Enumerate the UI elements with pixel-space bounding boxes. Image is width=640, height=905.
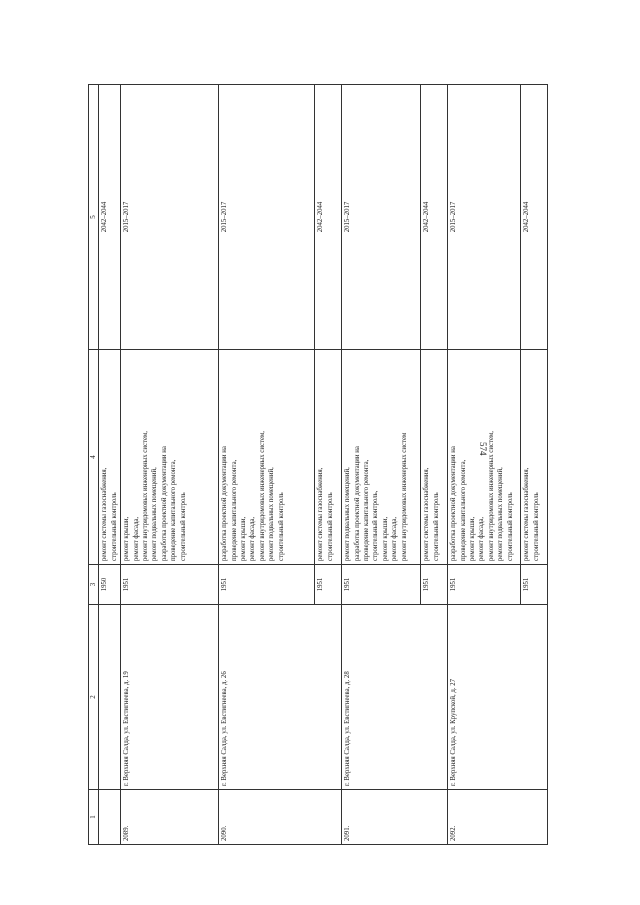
row-number: 2089. xyxy=(121,790,219,845)
row-work-types: ремонт крыши, ремонт фасада, ремонт внутридомовых инженерных систем, ремонт подвальных помещений, разработка проектной документации на проведение капитального ремонта, строительный контроль xyxy=(121,350,219,565)
header-cell-address: 2 xyxy=(89,605,99,790)
row-period: 2042–2044 xyxy=(315,85,342,350)
row-number: 2091. xyxy=(342,790,448,845)
page-number: 574 xyxy=(478,442,488,456)
row-year: 1951 xyxy=(121,565,219,605)
table-row xyxy=(448,85,521,845)
row-period: 2042–2044 xyxy=(421,85,448,350)
row-period: 2015–2017 xyxy=(448,85,521,350)
row-period: 2042–2044 xyxy=(521,85,548,350)
row-number: 2092. xyxy=(448,790,548,845)
row-work-types: ремонт системы газоснабжения, строительный контроль xyxy=(421,350,448,565)
row-number xyxy=(99,790,121,845)
row-work-types: ремонт системы газоснабжения, строительный контроль xyxy=(315,350,342,565)
row-period: 2042–2044 xyxy=(99,85,121,350)
row-year: 1951 xyxy=(421,565,448,605)
row-period: 2015–2017 xyxy=(219,85,315,350)
table-row xyxy=(99,85,121,845)
row-work-types: разработка проектной документации на проведение капитального ремонта, ремонт крыши, ремонт фасада, ремонт внутридомовых инженерных систем, ремонт подвальных помещений, строительный контроль xyxy=(219,350,315,565)
table-header-row xyxy=(89,85,99,845)
row-work-types: ремонт системы газоснабжения, строительный контроль xyxy=(99,350,121,565)
row-address: г. Верхняя Салда, ул. Крупской, д. 27 xyxy=(448,605,548,790)
header-cell-num: 1 xyxy=(89,790,99,845)
header-cell-year: 3 xyxy=(89,565,99,605)
row-period: 2015–2017 xyxy=(342,85,421,350)
row-year: 1950 xyxy=(99,565,121,605)
row-year: 1951 xyxy=(219,565,315,605)
row-address: г. Верхняя Салда, ул. Евстигнеева, д. 19 xyxy=(121,605,219,790)
row-address xyxy=(99,605,121,790)
row-address: г. Верхняя Салда, ул. Евстигнеева, д. 26 xyxy=(219,605,342,790)
row-year: 1951 xyxy=(521,565,548,605)
header-cell-period: 5 xyxy=(89,85,99,350)
table-row xyxy=(342,85,421,845)
row-work-types: разработка проектной документации на проведение капитального ремонта, ремонт крыши, ремонт фасада, ремонт внутридомовых инженерных систем, ремонт подвальных помещений, строительный контроль xyxy=(448,350,521,565)
row-work-types: ремонт системы газоснабжения, строительный контроль xyxy=(521,350,548,565)
rotated-table-container xyxy=(88,85,543,845)
header-cell-work: 4 xyxy=(89,350,99,565)
table-row xyxy=(121,85,219,845)
row-address: г. Верхняя Салда, ул. Евстигнеева, д. 28 xyxy=(342,605,448,790)
repair-register-table xyxy=(88,84,548,845)
row-work-types: ремонт подвальных помещений, разработка проектной документации на проведение капитального ремонта, строительный контроль, ремонт крыши, ремонт фасада, ремонт внутридомовых инженерных систем xyxy=(342,350,421,565)
row-year: 1951 xyxy=(315,565,342,605)
row-year: 1951 xyxy=(342,565,421,605)
row-number: 2090. xyxy=(219,790,342,845)
row-period: 2015–2017 xyxy=(121,85,219,350)
row-year: 1951 xyxy=(448,565,521,605)
table-row xyxy=(219,85,315,845)
